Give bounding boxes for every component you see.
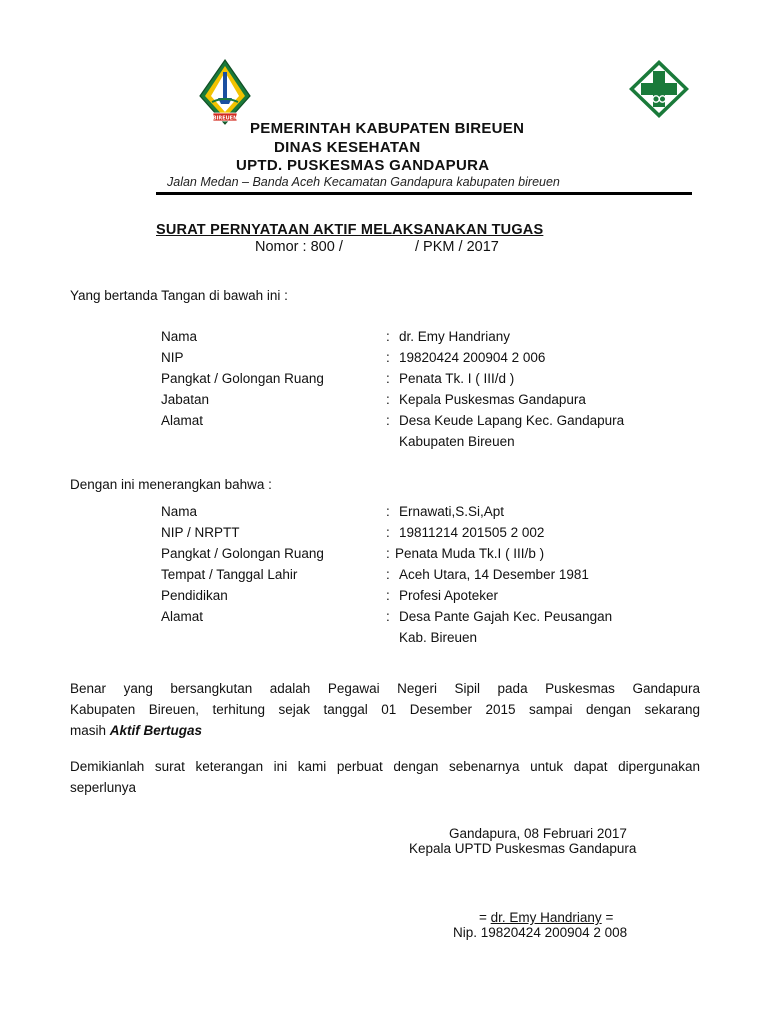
field-value: dr. Emy Handriany: [399, 329, 511, 344]
bireuen-emblem-logo: [198, 58, 252, 126]
field-value: Profesi Apoteker: [399, 588, 499, 603]
field-value: Penata Tk. I ( III/d ): [399, 371, 515, 386]
field-value: 19820424 200904 2 006: [399, 350, 546, 365]
field-label: Jabatan: [161, 392, 210, 407]
logo-text: BIREUEN: [212, 115, 238, 122]
field-colon: :: [386, 504, 390, 519]
field-colon: :: [386, 392, 390, 407]
closing-line: seperlunya: [70, 780, 137, 795]
intro-text: Yang bertanda Tangan di bawah ini :: [70, 288, 288, 303]
health-cross-logo: [626, 58, 692, 120]
field-colon: :: [386, 413, 390, 428]
field-colon: :: [386, 371, 390, 386]
body-line: Benar yang bersangkutan adalah Pegawai Negeri Sipil pada Puskesmas Gandapura: [70, 681, 700, 696]
field-label: Alamat: [161, 413, 204, 428]
closing-paragraph: [70, 756, 700, 798]
body-line: [70, 720, 700, 741]
closing-line: Demikianlah surat keterangan ini kami perbuat dengan sebenarnya untuk dapat dipergunakan: [70, 759, 700, 774]
field-colon: :: [386, 350, 390, 365]
signer-address-line2: Kabupaten Bireuen: [399, 434, 515, 449]
field-colon: :: [386, 588, 390, 603]
field-label: NIP / NRPTT: [161, 525, 240, 540]
letter-number-suffix: / PKM / 2017: [415, 239, 499, 255]
letter-number-prefix: Nomor : 800 /: [255, 239, 343, 255]
signature-position: Kepala UPTD Puskesmas Gandapura: [409, 841, 637, 856]
field-label: Tempat / Tanggal Lahir: [161, 567, 298, 582]
field-colon: :: [386, 609, 390, 624]
header-address: Jalan Medan – Banda Aceh Kecamatan Gandapura kabupaten bireuen: [167, 175, 560, 189]
subject-address-line2: Kab. Bireuen: [399, 630, 478, 645]
signature-name-prefix: =: [479, 910, 491, 925]
status-emphasis: Aktif Bertugas: [109, 723, 203, 738]
field-colon: :: [386, 329, 390, 344]
field-value: Desa Pante Gajah Kec. Peusangan: [399, 609, 613, 624]
field-value: 19811214 201505 2 002: [399, 525, 545, 540]
signature-name-suffix: =: [601, 910, 614, 925]
header-institution: UPTD. PUSKESMAS GANDAPURA: [236, 157, 490, 174]
declare-text: Dengan ini menerangkan bahwa :: [70, 477, 272, 492]
header-divider: [156, 192, 692, 195]
field-label: Nama: [161, 329, 198, 344]
field-label: NIP: [161, 350, 184, 365]
body-line3-prefix: masih: [70, 723, 110, 738]
field-value: Aceh Utara, 14 Desember 1981: [399, 567, 589, 582]
field-label: Pangkat / Golongan Ruang: [161, 371, 324, 386]
header-department: DINAS KESEHATAN: [274, 139, 421, 156]
signature-place-date: Gandapura, 08 Februari 2017: [449, 826, 627, 841]
letter-title: SURAT PERNYATAAN AKTIF MELAKSANAKAN TUGAS: [156, 222, 544, 238]
field-label: Pendidikan: [161, 588, 228, 603]
body-line: Kabupaten Bireuen, terhitung sejak tanggal 01 Desember 2015 sampai dengan sekarang: [70, 702, 700, 717]
signature-nip: Nip. 19820424 200904 2 008: [453, 925, 628, 940]
field-value: Ernawati,S.Si,Apt: [399, 504, 505, 519]
field-value: Desa Keude Lapang Kec. Gandapura: [399, 413, 625, 428]
field-colon: :: [386, 546, 390, 561]
field-label: Alamat: [161, 609, 204, 624]
signature-name: dr. Emy Handriany: [490, 910, 602, 925]
field-colon: :: [386, 525, 390, 540]
signature-name-line: [479, 910, 613, 925]
field-value: Penata Muda Tk.I ( III/b ): [395, 546, 545, 561]
field-colon: :: [386, 567, 390, 582]
field-label: Nama: [161, 504, 198, 519]
body-paragraph: [70, 678, 700, 741]
field-label: Pangkat / Golongan Ruang: [161, 546, 324, 561]
field-value: Kepala Puskesmas Gandapura: [399, 392, 586, 407]
header-government: PEMERINTAH KABUPATEN BIREUEN: [250, 120, 525, 137]
